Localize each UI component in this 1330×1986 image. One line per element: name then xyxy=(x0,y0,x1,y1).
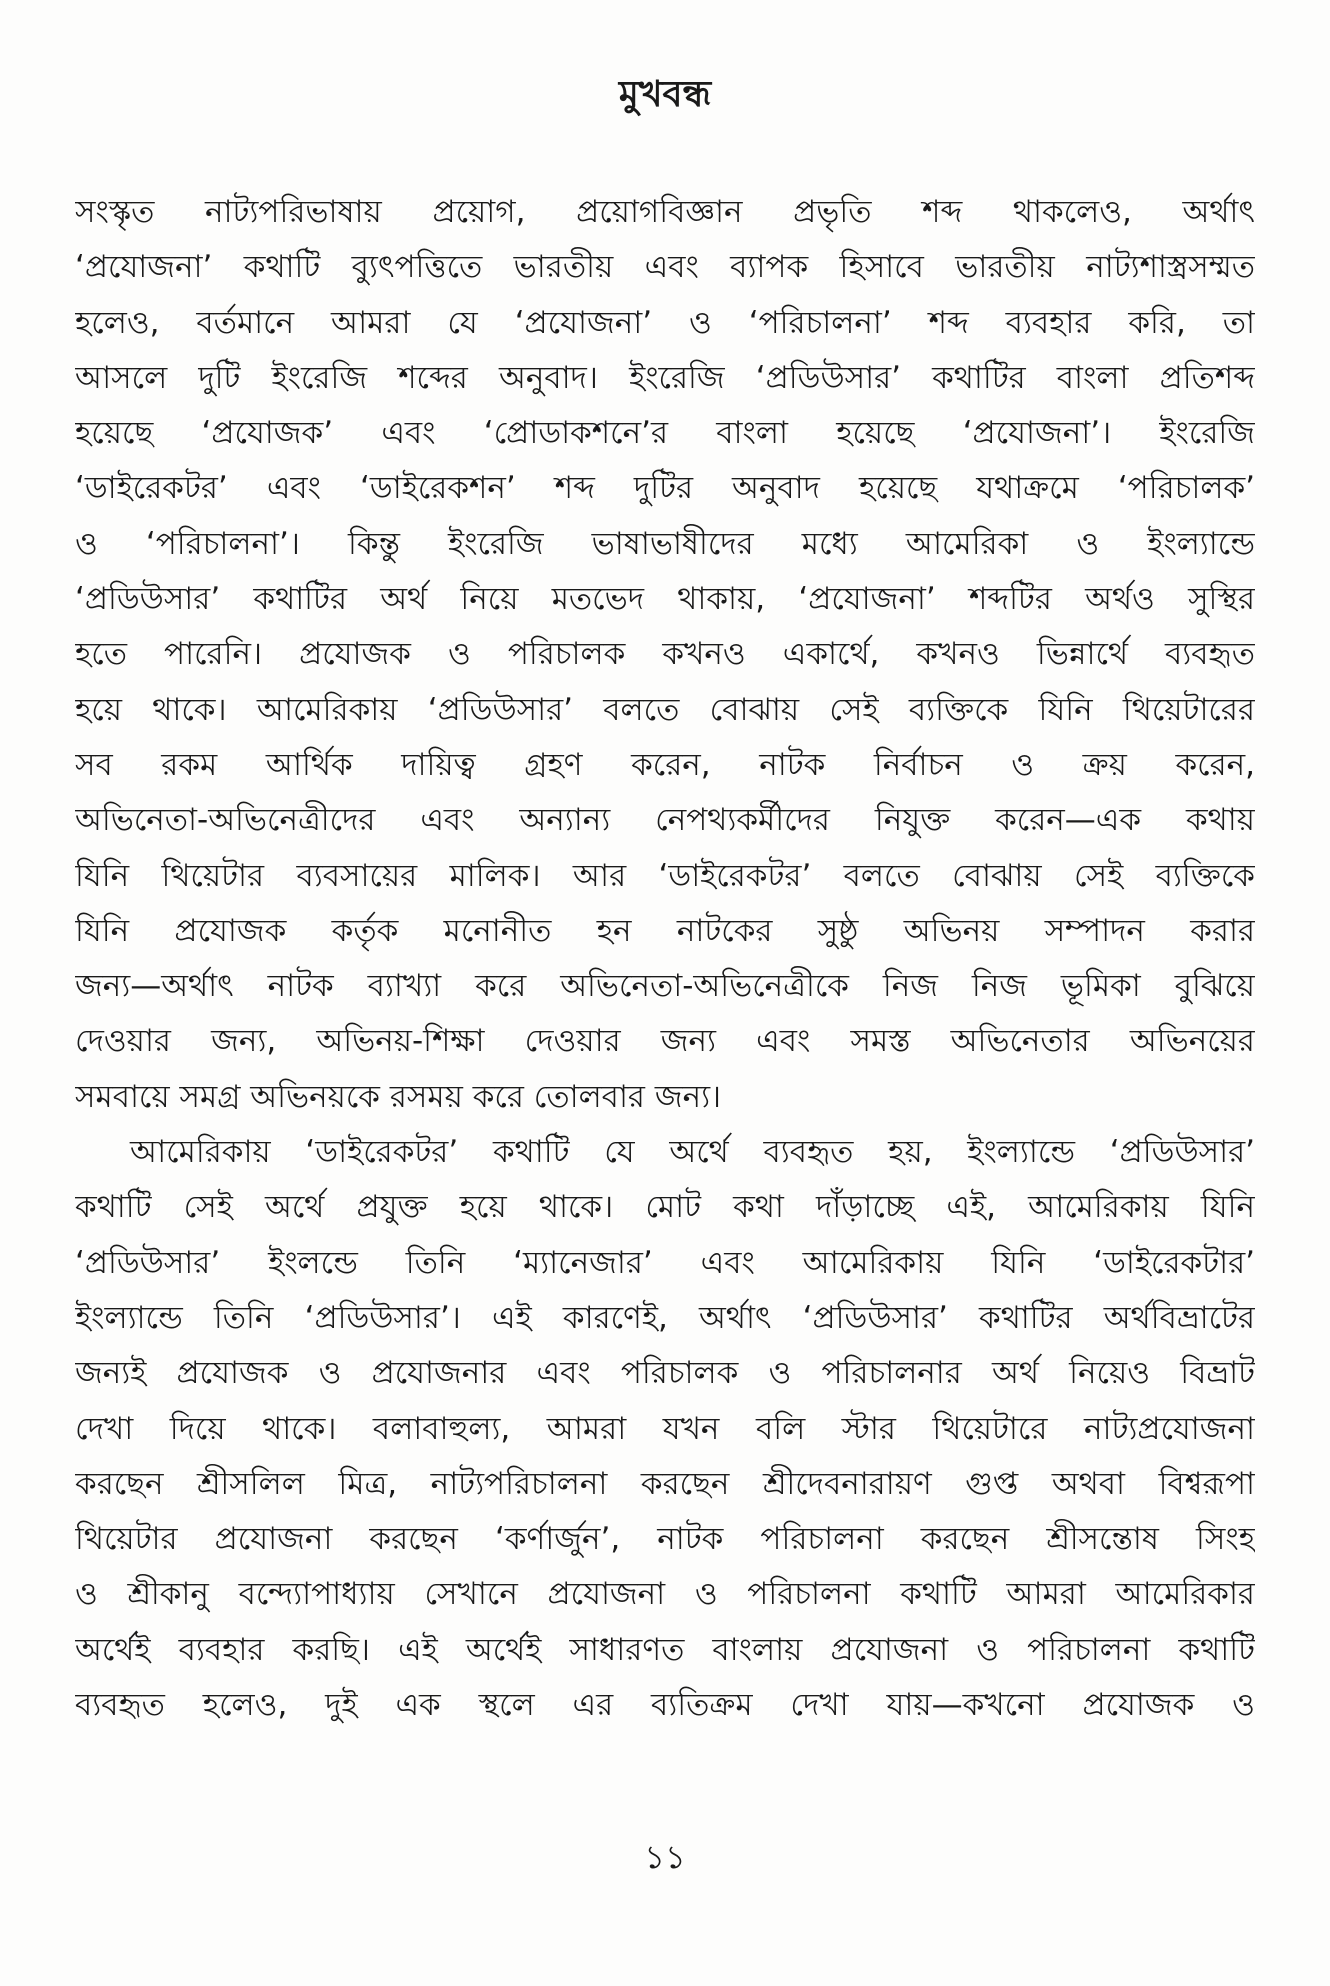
text-line: থিয়েটার প্রযোজনা করছেন ‘কর্ণার্জুন’, নাটক পরিচালনা করছেন শ্রীসন্তোষ সিংহ xyxy=(75,1521,1255,1558)
text-line: ও ‘পরিচালনা’। কিন্তু ইংরেজি ভাষাভাষীদের মধ্যে আমেরিকা ও ইংল্যান্ডে xyxy=(75,525,1255,562)
text-line: সমবায়ে সমগ্র অভিনয়কে রসময় করে তোলবার জন্য। xyxy=(75,1078,722,1115)
text-line: ‘প্রযোজনা’ কথাটি ব্যুৎপত্তিতে ভারতীয় এবং ব্যাপক হিসাবে ভারতীয় নাট্যশাস্ত্রসম্মত xyxy=(75,249,1255,286)
text-line: হলেও, বর্তমানে আমরা যে ‘প্রযোজনা’ ও ‘পরিচালনা’ শব্দ ব্যবহার করি, তা xyxy=(75,304,1255,341)
text-line: হতে পারেনি। প্রযোজক ও পরিচালক কখনও একার্থে, কখনও ভিন্নার্থে ব্যবহৃত xyxy=(75,636,1255,673)
text-line: হয়েছে ‘প্রযোজক’ এবং ‘প্রোডাকশনে’র বাংলা হয়েছে ‘প্রযোজনা’। ইংরেজি xyxy=(75,415,1255,452)
text-line: আসলে দুটি ইংরেজি শব্দের অনুবাদ। ইংরেজি ‘প্রডিউসার’ কথাটির বাংলা প্রতিশব্দ xyxy=(75,359,1255,396)
text-line: ব্যবহৃত হলেও, দুই এক স্থলে এর ব্যতিক্রম দেখা যায়—কখনো প্রযোজক ও xyxy=(75,1687,1255,1724)
text-line: যিনি প্রযোজক কর্তৃক মনোনীত হন নাটকের সুষ্ঠু অভিনয় সম্পাদন করার xyxy=(75,912,1255,949)
text-line: যিনি থিয়েটার ব্যবসায়ের মালিক। আর ‘ডাইরেকটর’ বলতে বোঝায় সেই ব্যক্তিকে xyxy=(75,857,1255,894)
text-line: অভিনেতা-অভিনেত্রীদের এবং অন্যান্য নেপথ্যকর্মীদের নিযুক্ত করেন—এক কথায় xyxy=(75,802,1255,839)
text-line: ‘প্রডিউসার’ কথাটির অর্থ নিয়ে মতভেদ থাকায়, ‘প্রযোজনা’ শব্দটির অর্থও সুস্থির xyxy=(75,581,1255,618)
text-line: জন্যই প্রযোজক ও প্রযোজনার এবং পরিচালক ও পরিচালনার অর্থ নিয়েও বিভ্রাট xyxy=(75,1355,1255,1392)
text-line: সব রকম আর্থিক দায়িত্ব গ্রহণ করেন, নাটক নির্বাচন ও ক্রয় করেন, xyxy=(75,746,1255,783)
text-line: করছেন শ্রীসলিল মিত্র, নাট্যপরিচালনা করছেন শ্রীদেবনারায়ণ গুপ্ত অথবা বিশ্বরূপা xyxy=(75,1465,1255,1502)
page-title: মুখবন্ধ xyxy=(618,74,712,115)
text-line: ইংল্যান্ডে তিনি ‘প্রডিউসার’। এই কারণেই, অর্থাৎ ‘প্রডিউসার’ কথাটির অর্থবিভ্রাটের xyxy=(75,1299,1255,1336)
text-line: দেখা দিয়ে থাকে। বলাবাহুল্য, আমরা যখন বলি স্টার থিয়েটারে নাট্যপ্রযোজনা xyxy=(75,1410,1255,1447)
text-line: দেওয়ার জন্য, অভিনয়-শিক্ষা দেওয়ার জন্য এবং সমস্ত অভিনেতার অভিনয়ের xyxy=(75,1023,1255,1060)
text-line: হয়ে থাকে। আমেরিকায় ‘প্রডিউসার’ বলতে বোঝায় সেই ব্যক্তিকে যিনি থিয়েটারের xyxy=(75,691,1255,728)
text-line: ও শ্রীকানু বন্দ্যোপাধ্যায় সেখানে প্রযোজনা ও পরিচালনা কথাটি আমরা আমেরিকার xyxy=(75,1576,1255,1613)
text-line: আমেরিকায় ‘ডাইরেকটর’ কথাটি যে অর্থে ব্যবহৃত হয়, ইংল্যান্ডে ‘প্রডিউসার’ xyxy=(130,1134,1255,1171)
text-line: অর্থেই ব্যবহার করছি। এই অর্থেই সাধারণত বাংলায় প্রযোজনা ও পরিচালনা কথাটি xyxy=(75,1631,1255,1668)
text-line: জন্য—অর্থাৎ নাটক ব্যাখ্যা করে অভিনেতা-অভিনেত্রীকে নিজ নিজ ভূমিকা বুঝিয়ে xyxy=(75,968,1255,1005)
text-line: ‘প্রডিউসার’ ইংলন্ডে তিনি ‘ম্যানেজার’ এবং আমেরিকায় যিনি ‘ডাইরেকটার’ xyxy=(75,1244,1255,1281)
text-line: ‘ডাইরেকটর’ এবং ‘ডাইরেকশন’ শব্দ দুটির অনুবাদ হয়েছে যথাক্রমে ‘পরিচালক’ xyxy=(75,470,1255,507)
text-line: কথাটি সেই অর্থে প্রযুক্ত হয়ে থাকে। মোট কথা দাঁড়াচ্ছে এই, আমেরিকায় যিনি xyxy=(75,1189,1255,1226)
body-text xyxy=(75,185,1255,1733)
page-number: ১১ xyxy=(644,1838,686,1876)
text-line: সংস্কৃত নাট্যপরিভাষায় প্রয়োগ, প্রয়োগবিজ্ঞান প্রভৃতি শব্দ থাকলেও, অর্থাৎ xyxy=(75,194,1255,230)
